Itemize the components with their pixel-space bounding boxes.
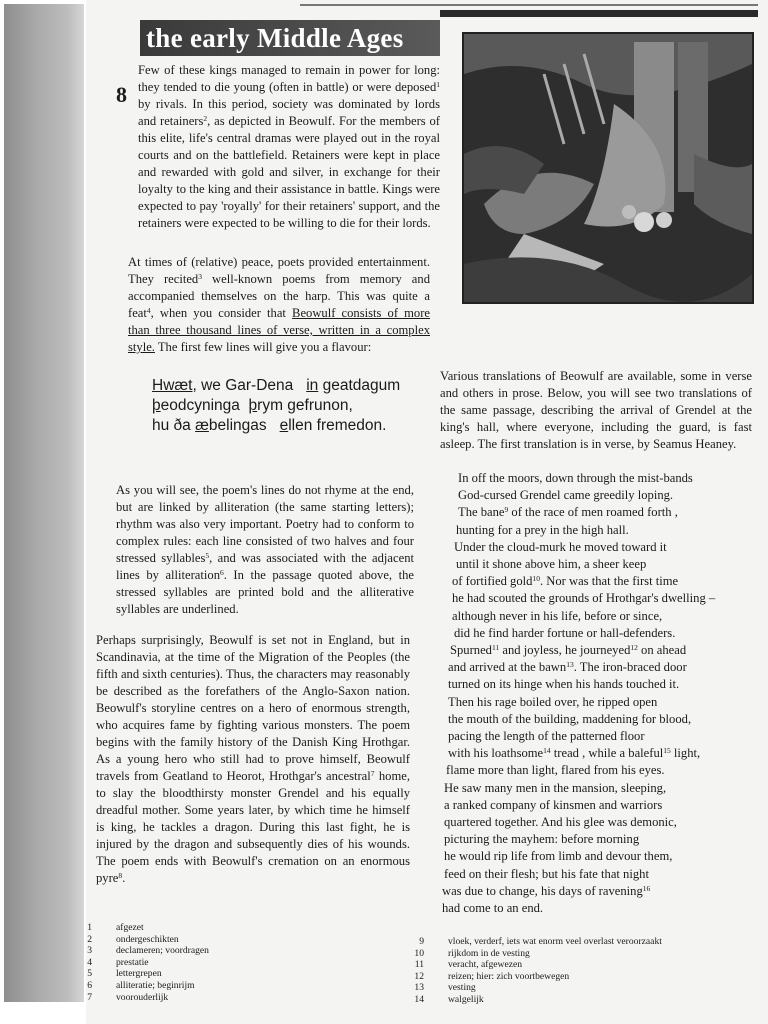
paragraph-4: Perhaps surprisingly, Beowulf is set not in England, but in Scandinavia, at the time of the Migration of the Peoples (the fifth and sixth centuries). Thus, the characters may reasonably be described as the forefathers of the Anglo-Saxon nation. Beowulf's storyline centres on a hero of enormous strength, who acquires fame by fighting various monsters. The poem begins with the family history of the Danish King Hrothgar. As a young hero who still had to prove himself, Beowulf travels from Geatland to Heorot, Hrothgar's ancestral$^7$ home, to slay the bloodthirsty monster Grendel and his equally dreadful mother. Some years later, by which time he himself is king, he tackles a dragon. During this last fight, he is injured by the dragon and subsequently dies of his wounds. The poem ends with Beowulf's cremation on an enormous pyre$^8$. [96, 633, 410, 885]
paragraph-2: At times of (relative) peace, poets provided entertainment. They recited$^3$ well-known poems from memory and accompanied themselves on the harp. This was quite a feat$^4$, when you consider that Beowulf consists of more than three thousand lines of verse, written in a complex style. The first few lines will give you a flavour: [128, 255, 430, 354]
top-rule [440, 10, 758, 17]
verse-line: he would rip life from limb and devour them, [444, 849, 673, 864]
page-number: 8 [116, 82, 127, 107]
footnote: 10 rijkdom in de vesting [414, 947, 530, 959]
verse-line: pacing the length of the patterned floor [448, 729, 645, 744]
footnote: 6 alliteratie; beginrijm [87, 979, 195, 991]
verse-line: quartered together. And his glee was demonic, [444, 815, 677, 830]
poem-line-2: þeodcyninga þrym gefrunon, [152, 397, 353, 414]
old-english-poem [152, 376, 400, 436]
paragraph-3: As you will see, the poem's lines do not rhyme at the end, but are linked by alliteration (the same starting letters); rhythm was also very important. Poetry had to conform to complex rules: each line consisted of two halves and four stressed syllables$^5$, and was associated with the adjacent lines by alliteration$^6$. In the passage quoted above, the stressed syllables are printed bold and the alliterative syllables are underlined. [116, 483, 414, 616]
translations-intro: Various translations of Beowulf are available, some in verse and others in prose. Below, you will see two translations of the same passage, describing the arrival of Grendel at the king's hall, where everyone, including the guard, is fast asleep. The first translation is in verse, by Seamus Heaney. [440, 369, 752, 451]
verse-line: and arrived at the bawn$^{13}$. The iron-braced door [448, 660, 687, 675]
verse-line: turned on its hinge when his hands touched it. [448, 677, 680, 692]
section-title: the early Middle Ages [140, 20, 440, 56]
verse-line: God-cursed Grendel came greedily loping. [458, 488, 674, 503]
footnote: 5 lettergrepen [87, 968, 162, 980]
verse-line: the mouth of the building, maddening for blood, [448, 711, 692, 726]
verse-line: flame more than light, flared from his eyes. [446, 763, 665, 778]
footnote: 9 vloek, verderf, iets wat enorm veel overlast veroorzaakt [419, 936, 662, 947]
verse-line: picturing the mayhem: before morning [444, 832, 640, 847]
verse-line: Under the cloud-murk he moved toward it [454, 539, 667, 554]
footnotes-left [66, 922, 386, 1003]
footnote: 3 declameren; voordragen [87, 945, 209, 957]
footnotes-right [398, 936, 738, 1006]
verse-line: he had scouted the grounds of Hrothgar's dwelling – [452, 591, 716, 606]
verse-line: until it shone above him, a sheer keep [456, 557, 647, 572]
footnote: 1 afgezet [87, 922, 144, 933]
footnote: 14 walgelijk [414, 993, 484, 1005]
heaney-verse [442, 470, 762, 917]
footnote: 13 vesting [414, 982, 476, 994]
verse-line: Spurned$^{11}$ and joyless, he journeyed$^{12}$ on ahead [450, 643, 687, 658]
poem-line-3: hu ða æbelingas ellen fremedon. [152, 417, 387, 434]
verse-line: of fortified gold$^{10}$. Nor was that the first time [452, 574, 679, 589]
scan-margin [0, 0, 86, 1024]
verse-line: a ranked company of kinsmen and warriors [444, 797, 663, 812]
verse-line: had come to an end. [442, 901, 544, 916]
verse-line: He saw many men in the mansion, sleeping, [444, 780, 667, 795]
page-spine-shadow [4, 4, 84, 1002]
verse-line: In off the moors, down through the mist-bands [458, 471, 693, 485]
footnote: 7 voorouderlijk [87, 991, 169, 1003]
verse-line: Then his rage boiled over, he ripped open [448, 694, 658, 709]
footnote: 11 veracht, afgewezen [414, 959, 523, 971]
underlined-passage: Beowulf consists of more than three thousand lines of verse, written in a complex style. [128, 306, 430, 354]
footnote: 2 ondergeschikten [87, 933, 179, 945]
verse-line: was due to change, his days of ravening$^{16}$ [442, 883, 651, 898]
verse-line: with his loathsome$^{14}$ tread , while a baleful$^{15}$ light, [448, 746, 701, 761]
verse-line: hunting for a prey in the high hall. [456, 522, 629, 537]
footnote: 4 prestatie [87, 956, 149, 968]
footnote: 12 reizen; hier: zich voortbewegen [414, 970, 570, 982]
verse-line: although never in his life, before or since, [452, 608, 663, 623]
verse-line: did he find harder fortune or hall-defenders. [454, 625, 676, 640]
beowulf-illustration [462, 32, 754, 304]
top-rule-thin [300, 4, 758, 6]
paragraph-1: Few of these kings managed to remain in power for long: they tended to die young (often in battle) or were deposed$^1$ by rivals. In this period, society was dominated by lords and retainers$^2$, as depicted in Beowulf. For the members of this elite, life's central dramas were played out in the royal courts and on the battlefield. Retainers were kept in place and rewarded with gold and silver, in exchange for their loyalty to the king and their assistance in battle. Kings were expected to pay 'royally' for their retainers' support, and the retainers were expected to be willing to die for their lords. [138, 63, 441, 230]
verse-line: feed on their flesh; but his fate that night [444, 866, 649, 881]
verse-line: The bane$^9$ of the race of men roamed forth , [458, 505, 678, 520]
poem-line-1: Hwæt, we Gar-Dena in geatdagum [152, 377, 401, 394]
illustration-graphic [464, 34, 752, 302]
